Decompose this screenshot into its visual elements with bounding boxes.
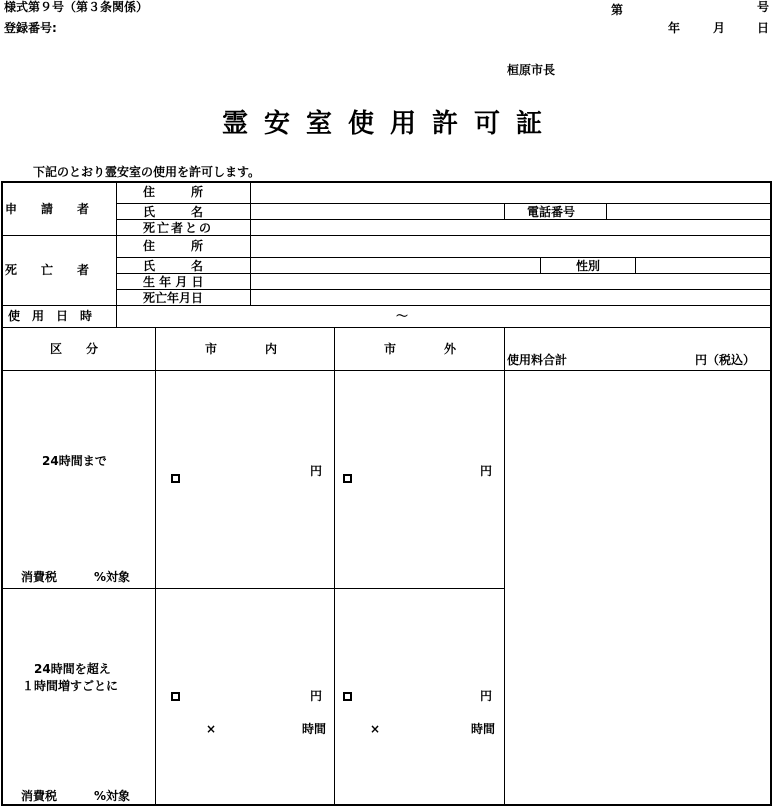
fee-row1-tax: 消費税 bbox=[21, 570, 58, 584]
registration-number-label: 登録番号: bbox=[4, 21, 57, 35]
applicant-phone-label: 電話番号 bbox=[527, 205, 576, 219]
date-year: 年 bbox=[668, 21, 681, 35]
applicant-address-field[interactable] bbox=[252, 184, 770, 202]
fee-row2-inner-yen: 円 bbox=[310, 689, 323, 703]
fee-row2-inner-checkbox[interactable] bbox=[171, 692, 180, 701]
usage-tilde: ～ bbox=[396, 309, 409, 323]
applicant-name-label: 氏 名 bbox=[143, 205, 204, 219]
deceased-gender-field[interactable] bbox=[637, 258, 770, 272]
deceased-birth-field[interactable] bbox=[252, 274, 770, 288]
intro-text: 下記のとおり霊安室の使用を許可します。 bbox=[33, 165, 261, 179]
fee-row2-label-line2: １時間増すごとに bbox=[22, 679, 119, 693]
number-suffix: 号 bbox=[757, 0, 770, 14]
fee-row1-label: 24時間まで bbox=[42, 454, 107, 468]
deceased-address-label: 住 所 bbox=[143, 239, 204, 253]
usage-datetime-field[interactable] bbox=[118, 307, 770, 326]
number-prefix: 第 bbox=[611, 3, 624, 17]
fee-row2-outer-times: × bbox=[370, 722, 381, 736]
fee-header-kubun: 区 分 bbox=[50, 342, 99, 356]
applicant-relation-field[interactable] bbox=[252, 220, 770, 234]
fee-row2-outer-checkbox[interactable] bbox=[343, 692, 352, 701]
fee-row2-inner-hours: 時間 bbox=[302, 722, 327, 736]
applicant-address-label: 住 所 bbox=[143, 185, 204, 199]
date-day: 日 bbox=[757, 21, 770, 35]
fee-row1-outer-checkbox[interactable] bbox=[343, 474, 352, 483]
fee-row2-outer-hours: 時間 bbox=[471, 722, 496, 736]
fee-row1-inner-yen: 円 bbox=[310, 464, 323, 478]
deceased-death-field[interactable] bbox=[252, 290, 770, 304]
issuer: 桓原市長 bbox=[507, 63, 556, 77]
deceased-address-field[interactable] bbox=[252, 237, 770, 256]
applicant-phone-field[interactable] bbox=[608, 204, 770, 218]
fee-total-label: 使用料合計 bbox=[507, 353, 568, 367]
fee-header-shigai: 市 外 bbox=[384, 342, 457, 356]
fee-row2-label-line1: 24時間を超え bbox=[34, 662, 111, 676]
applicant-relation-label: 死亡者との bbox=[143, 221, 214, 235]
date-month: 月 bbox=[713, 21, 726, 35]
usage-datetime-label: 使 用 日 時 bbox=[8, 309, 93, 323]
fee-row1-tax-pct: %対象 bbox=[94, 570, 131, 584]
deceased-name-label: 氏 名 bbox=[143, 259, 204, 273]
fee-row1-inner-checkbox[interactable] bbox=[171, 474, 180, 483]
document-title: 霊安室使用許可証 bbox=[222, 109, 559, 139]
fee-row2-inner-times: × bbox=[206, 722, 217, 736]
deceased-gender-label: 性別 bbox=[576, 259, 601, 273]
fee-row1-outer-yen: 円 bbox=[480, 464, 493, 478]
fee-header-shinai: 市 内 bbox=[205, 342, 278, 356]
form-number: 様式第９号（第３条関係） bbox=[4, 0, 149, 14]
deceased-birth-label: 生 年 月 日 bbox=[143, 275, 204, 289]
deceased-death-label: 死亡年月日 bbox=[143, 291, 204, 305]
applicant-section-label: 申 請 者 bbox=[5, 202, 90, 216]
fee-row2-outer-yen: 円 bbox=[480, 689, 493, 703]
fee-total-unit: 円（税込） bbox=[695, 353, 756, 367]
fee-total-field[interactable] bbox=[506, 372, 770, 804]
fee-row2-tax: 消費税 bbox=[21, 789, 58, 803]
deceased-section-label: 死 亡 者 bbox=[5, 263, 90, 277]
fee-row2-tax-pct: %対象 bbox=[94, 789, 131, 803]
deceased-name-field[interactable] bbox=[252, 258, 539, 272]
applicant-name-field[interactable] bbox=[252, 204, 503, 218]
